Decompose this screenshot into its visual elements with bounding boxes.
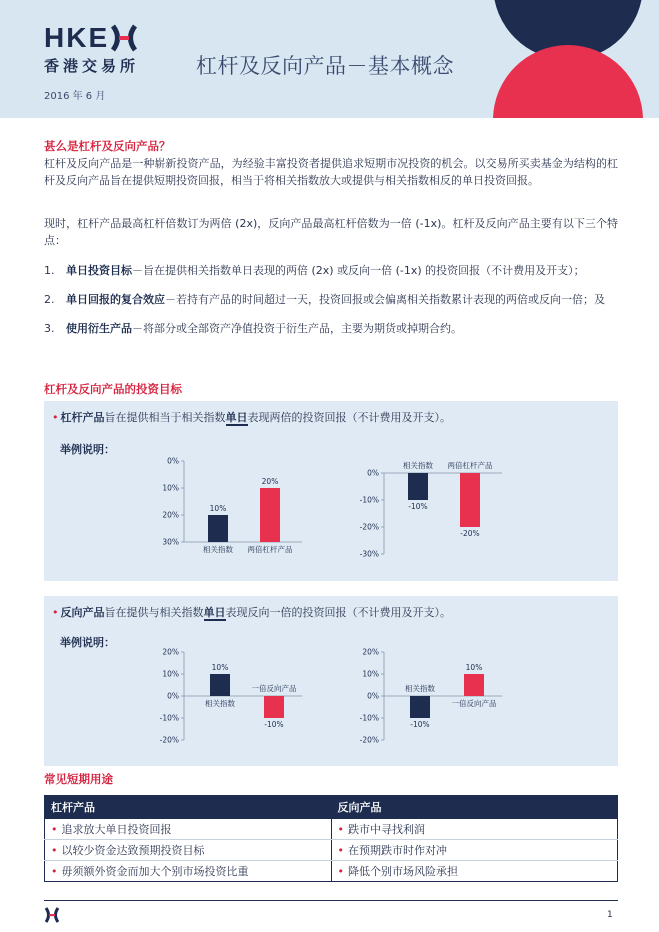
y-tick-label: -30% [359,549,379,559]
document-title: 杠杆及反向产品－基本概念 [196,54,454,78]
table-cell: • 降低个别市场风险承担 [331,861,618,882]
category-label: 相关指数 [403,461,433,470]
y-tick-label: 10% [162,669,179,679]
inverse-product-panel [44,596,618,766]
table-cell: • 跌市中寻找利润 [331,819,618,840]
category-label: 相关指数 [203,545,233,554]
table-cell: • 追求放大单日投资回报 [45,819,332,840]
logo-x-icon [110,24,138,52]
category-label: 两倍杠杆产品 [447,461,493,470]
bar [464,674,484,696]
y-tick-label: -10% [359,495,379,505]
y-tick-label: 0% [167,691,179,701]
column-header-inverse: 反向产品 [331,796,618,819]
y-tick-label: 20% [162,510,179,520]
data-label: 20% [261,477,279,486]
category-label: 两倍杠杆产品 [247,545,293,554]
features-intro-paragraph: 现时，杠杆产品最高杠杆倍数订为两倍 (2x)，反向产品最高杠杆倍数为一倍 (-1x)。杠杆及反向产品主要有以下三个特点： [44,217,618,247]
bar [208,515,228,542]
decorative-red-circle [493,45,643,118]
category-label: 一倍反向产品 [251,684,297,693]
y-tick-label: 30% [162,537,179,547]
y-tick-label: 10% [362,669,379,679]
usage-table [44,795,618,882]
category-label: 一倍反向产品 [451,699,497,708]
y-tick-label: 10% [162,483,179,493]
y-tick-label: 0% [367,468,379,478]
table-row [45,861,618,882]
table-header-row [45,796,618,819]
bar [264,696,284,718]
leveraged-up-chart [144,456,314,565]
section-heading-what-is: 甚么是杠杆及反向产品？ [44,139,171,153]
table-cell: • 以较少资金达致预期投资目标 [45,840,332,861]
bar [210,674,230,696]
y-tick-label: 20% [362,647,379,657]
bar [260,488,280,542]
y-tick-label: 0% [167,456,179,466]
leveraged-down-chart [344,457,514,557]
feature-list [44,262,618,337]
inverse-down-chart [344,647,514,752]
y-tick-label: -20% [159,735,179,745]
category-label: 相关指数 [405,684,435,693]
data-label: -10% [264,720,284,729]
data-label: -10% [410,720,430,729]
data-label: 10% [465,663,483,672]
y-tick-label: -20% [359,735,379,745]
logo-chinese-name: 香港交易所 [44,57,140,75]
document-date: 2016 年 6 月 [44,91,106,102]
example-label: 举例说明： [60,443,115,456]
example-label: 举例说明： [60,636,115,649]
section-heading-objectives: 杠杆及反向产品的投资目标 [44,382,182,396]
table-cell: • 在预期跌市时作对冲 [331,840,618,861]
table-cell: • 毋须额外资金而加大个别市场投资比重 [45,861,332,882]
list-item: 1. 单日投资目标－旨在提供相关指数单日表现的两倍 (2x) 或反向一倍 (-1x) 的投资回报（不计费用及开支）； [44,264,585,277]
list-item: 3. 使用衍生产品－将部分或全部资产净值投资于衍生产品，主要为期货或掉期合约。 [44,322,462,335]
y-tick-label: -20% [359,522,379,532]
leveraged-description: • 杠杆产品旨在提供相当于相关指数单日表现两倍的投资回报（不计费用及开支）。 [52,411,451,424]
hkex-x-mark-icon [44,907,60,923]
y-tick-label: 20% [162,647,179,657]
section-heading-uses: 常见短期用途 [44,772,113,786]
column-header-leveraged: 杠杆产品 [45,796,332,819]
table-row [45,840,618,861]
bar [460,473,480,527]
data-label: -20% [460,529,480,538]
data-label: 10% [209,504,227,513]
category-label: 相关指数 [205,699,235,708]
list-item: 2. 单日回报的复合效应－若持有产品的时间超过一天，投资回报或会偏离相关指数累计表现的两倍或反向一倍；及 [44,293,605,306]
page-header [0,0,659,118]
footer-divider [44,900,618,901]
page-number: 1 [607,910,613,920]
y-tick-label: 0% [367,691,379,701]
y-tick-label: -10% [359,713,379,723]
data-label: 10% [211,663,229,672]
hkex-logo: HKE 香港交易所 [44,22,140,75]
inverse-up-chart [144,647,314,752]
leveraged-product-panel [44,401,618,581]
intro-paragraph: 杠杆及反向产品是一种崭新投资产品，为经验丰富投资者提供追求短期市况投资的机会。以交易所买卖基金为结构的杠杆及反向产品旨在提供短期投资回报，相当于将相关指数放大或提供与相关指数相反的单日投资回报。 [44,157,618,187]
bar [410,696,430,718]
bar [408,473,428,500]
table-row [45,819,618,840]
data-label: -10% [408,502,428,511]
inverse-description: • 反向产品旨在提供与相关指数单日表现反向一倍的投资回报（不计费用及开支）。 [52,606,451,619]
y-tick-label: -10% [159,713,179,723]
